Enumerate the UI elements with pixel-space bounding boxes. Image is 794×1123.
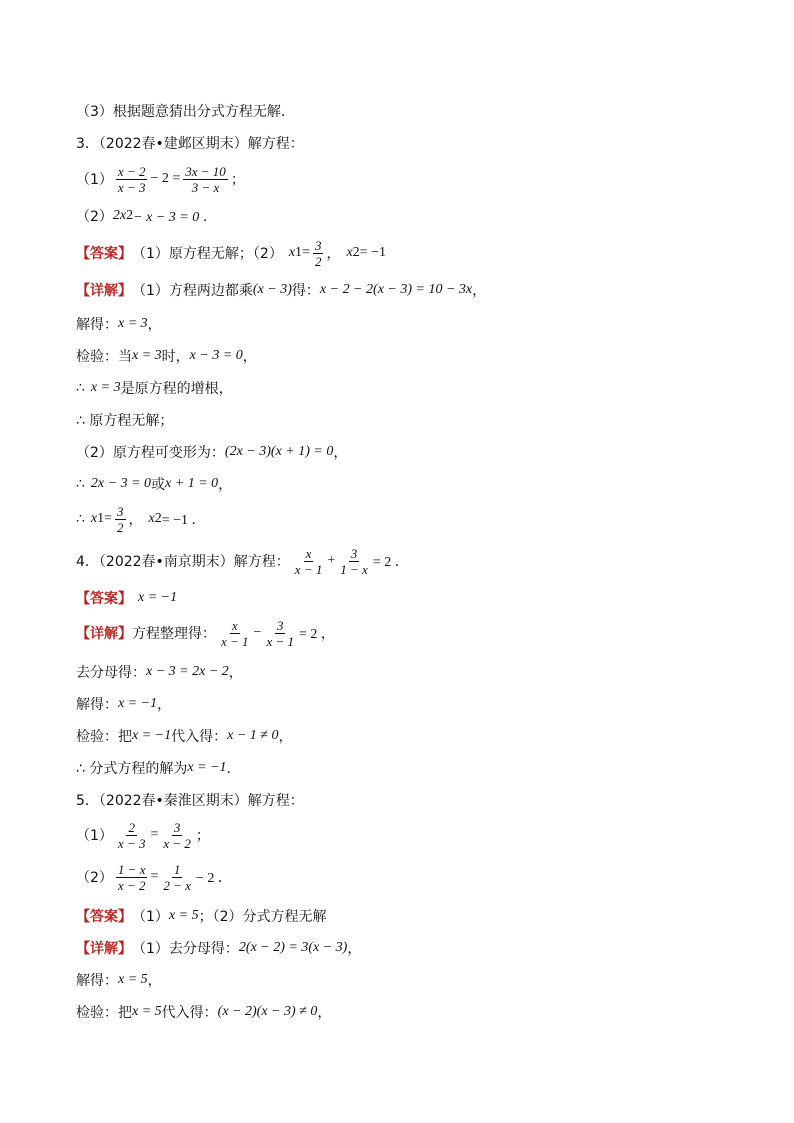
question-3-title bbox=[76, 127, 304, 159]
text: ， bbox=[218, 477, 233, 493]
label: （1） bbox=[76, 172, 113, 188]
math-text: x − 1 ≠ 0 bbox=[227, 728, 279, 743]
text: ， bbox=[157, 697, 172, 713]
numerator: x bbox=[231, 617, 238, 633]
fraction bbox=[115, 504, 126, 535]
math-text: x bbox=[346, 245, 353, 260]
text: 得： bbox=[291, 283, 320, 299]
text: （2）原方程可变形为： bbox=[76, 445, 225, 461]
fraction bbox=[264, 618, 296, 649]
text: 解得： bbox=[76, 317, 118, 333]
superscript: 2 bbox=[126, 208, 134, 223]
denominator: 2 − x bbox=[163, 877, 191, 893]
label: （2） bbox=[76, 870, 113, 886]
math-text: − 2 ． bbox=[195, 871, 232, 886]
therefore-symbol: ∴ bbox=[76, 380, 85, 396]
subscript: 2 bbox=[154, 511, 162, 526]
detail-tag: 【详解】 bbox=[76, 283, 132, 299]
text: 方程整理得： bbox=[132, 626, 216, 642]
math-text: x bbox=[90, 511, 98, 526]
step-line bbox=[76, 340, 257, 372]
denominator: x − 1 bbox=[266, 633, 294, 649]
text: ， bbox=[128, 512, 143, 528]
numerator: 3 bbox=[173, 819, 181, 835]
detail-5 bbox=[76, 932, 361, 964]
math-text: − bbox=[253, 625, 262, 640]
step-line bbox=[76, 436, 347, 468]
text: 检验：把 bbox=[76, 1005, 132, 1021]
text: 解得： bbox=[76, 697, 118, 713]
therefore-symbol: ∴ bbox=[76, 476, 85, 492]
denominator: x − 1 bbox=[294, 561, 323, 577]
math-text: = bbox=[302, 245, 310, 260]
math-text: = −1 ． bbox=[161, 513, 206, 528]
math-text: 2x − 3 = 0 bbox=[90, 476, 152, 491]
text: 3．（2022春•建邺区期末）解方程： bbox=[76, 136, 304, 152]
text: ， bbox=[147, 973, 162, 989]
math-text: = 2 ， bbox=[299, 627, 335, 642]
text: ， bbox=[333, 445, 348, 461]
numerator: 3 bbox=[350, 545, 358, 561]
answer-4 bbox=[76, 582, 177, 614]
math-text: (2x − 3)(x + 1) = 0 bbox=[224, 444, 334, 459]
fraction bbox=[161, 862, 193, 893]
denominator: 3 − x bbox=[191, 179, 220, 195]
text: ∴ 原方程无解； bbox=[76, 413, 174, 429]
question-3-part-1 bbox=[76, 160, 245, 198]
denominator: x − 2 bbox=[163, 835, 191, 851]
math-text: x − 2 − 2(x − 3) = 10 − 3x bbox=[319, 282, 473, 297]
denominator: 1 − x bbox=[340, 561, 368, 577]
step-line bbox=[76, 996, 331, 1028]
math-text: x = −1 bbox=[187, 760, 227, 775]
numerator: 3x − 10 bbox=[185, 163, 226, 179]
denominator: x − 1 bbox=[221, 633, 249, 649]
step-line bbox=[76, 964, 162, 996]
text: ， bbox=[326, 246, 341, 262]
label: （1） bbox=[76, 828, 113, 844]
fraction bbox=[161, 820, 193, 851]
text: （1）去分母得： bbox=[132, 941, 239, 957]
fraction bbox=[293, 546, 325, 577]
question-5-part-2 bbox=[76, 858, 232, 896]
text: 4．（2022春•南京期末）解方程： bbox=[76, 554, 290, 570]
numerator: x bbox=[305, 545, 312, 561]
answer-tag: 【答案】 bbox=[76, 591, 132, 607]
math-text: x = −1 bbox=[118, 696, 158, 711]
text: 去分母得： bbox=[76, 665, 146, 681]
math-text: x bbox=[288, 245, 296, 260]
text: 检验：把 bbox=[76, 729, 132, 745]
math-text: (x − 2)(x − 3) ≠ 0 bbox=[217, 1004, 318, 1019]
denominator: x − 2 bbox=[117, 877, 146, 893]
numerator: 2 bbox=[128, 819, 135, 835]
text: ， bbox=[228, 665, 243, 681]
math-text: x = −1 bbox=[138, 590, 178, 605]
label: （2） bbox=[76, 209, 113, 225]
text: ， bbox=[147, 317, 162, 333]
math-text: + bbox=[327, 553, 336, 568]
denominator: 2 bbox=[117, 519, 124, 535]
step-line bbox=[76, 308, 162, 340]
text: 5．（2022春•秦淮区期末）解方程： bbox=[76, 793, 304, 809]
fraction bbox=[116, 862, 148, 893]
math-text: x = 3 bbox=[118, 316, 148, 331]
fraction bbox=[219, 618, 251, 649]
step-line bbox=[76, 720, 292, 752]
numerator: 3 bbox=[276, 617, 284, 633]
text: ； bbox=[195, 828, 210, 844]
step-line bbox=[76, 688, 171, 720]
text: ， bbox=[472, 283, 487, 299]
answer-5 bbox=[76, 900, 327, 932]
text: 是原方程的增根， bbox=[120, 381, 233, 397]
text: （3）根据题意猜出分式方程无解． bbox=[76, 104, 295, 120]
math-text: x = 5 bbox=[118, 972, 148, 987]
text: 时， bbox=[161, 349, 190, 365]
step-line bbox=[76, 500, 206, 538]
math-text: 2(x − 2) = 3(x − 3) bbox=[238, 940, 348, 955]
step-line bbox=[76, 404, 173, 436]
step-line bbox=[76, 372, 233, 404]
math-text: 2x bbox=[112, 208, 127, 223]
math-text: (x − 3) bbox=[252, 282, 292, 297]
text: （1） bbox=[132, 909, 169, 925]
text: 代入得： bbox=[171, 729, 228, 745]
text: ； bbox=[230, 172, 245, 188]
text: ∴ 分式方程的解为 bbox=[76, 761, 188, 777]
math-text: − x − 3 = 0 ． bbox=[133, 210, 217, 225]
text: ；（2）分式方程无解 bbox=[198, 909, 327, 925]
text: 检验：当 bbox=[76, 349, 132, 365]
question-3-part-2 bbox=[76, 200, 217, 232]
text: ． bbox=[226, 761, 241, 777]
step-line bbox=[76, 752, 240, 784]
math-text: x = 5 bbox=[168, 908, 199, 923]
detail-4 bbox=[76, 614, 335, 652]
math-text: x = −1 bbox=[132, 728, 172, 743]
question-4-title bbox=[76, 542, 409, 580]
math-text: x = 3 bbox=[90, 380, 121, 395]
detail-tag: 【详解】 bbox=[76, 941, 132, 957]
math-text: = 2 ． bbox=[372, 555, 409, 570]
math-text: x − 3 = 0 bbox=[189, 348, 243, 363]
question-5-title bbox=[76, 784, 304, 816]
text: （1）方程两边都乘 bbox=[132, 283, 253, 299]
math-text: x = 5 bbox=[132, 1004, 162, 1019]
text: 或 bbox=[151, 477, 166, 493]
text: 解得： bbox=[76, 973, 118, 989]
fraction bbox=[183, 164, 228, 195]
answer-tag: 【答案】 bbox=[76, 246, 132, 262]
fraction bbox=[116, 164, 148, 195]
fraction bbox=[313, 238, 324, 269]
numerator: 1 − x bbox=[117, 861, 146, 877]
text: ， bbox=[317, 1005, 332, 1021]
numerator: 3 bbox=[117, 503, 124, 519]
question-5-part-1 bbox=[76, 816, 210, 854]
math-text: = bbox=[150, 827, 159, 842]
answer-tag: 【答案】 bbox=[76, 909, 132, 925]
answer-3 bbox=[76, 234, 386, 272]
text: ， bbox=[347, 941, 362, 957]
numerator: x − 2 bbox=[117, 163, 146, 179]
denominator: 2 bbox=[314, 253, 322, 269]
math-text: x = 3 bbox=[132, 348, 162, 363]
denominator: x − 3 bbox=[117, 835, 146, 851]
numerator: 1 bbox=[173, 861, 181, 877]
subscript: 1 bbox=[97, 511, 105, 526]
step-line bbox=[76, 656, 243, 688]
subscript: 1 bbox=[295, 245, 303, 260]
step-line bbox=[76, 468, 232, 500]
text: 代入得： bbox=[161, 1005, 218, 1021]
math-text: = bbox=[150, 869, 159, 884]
fraction bbox=[338, 546, 370, 577]
math-text: x + 1 = 0 bbox=[165, 476, 219, 491]
numerator: 3 bbox=[314, 237, 322, 253]
text: ， bbox=[278, 729, 293, 745]
math-text: − 2 = bbox=[150, 171, 181, 186]
denominator: x − 3 bbox=[117, 179, 146, 195]
math-text: = −1 bbox=[359, 245, 386, 260]
fraction bbox=[116, 820, 148, 851]
text: ， bbox=[242, 349, 257, 365]
subscript: 2 bbox=[352, 245, 360, 260]
detail-3 bbox=[76, 274, 486, 306]
math-text: = bbox=[104, 511, 113, 526]
therefore-symbol: ∴ bbox=[76, 511, 85, 527]
detail-tag: 【详解】 bbox=[76, 626, 132, 642]
math-text: x − 3 = 2x − 2 bbox=[146, 664, 229, 679]
line-sub-question-3 bbox=[76, 95, 295, 127]
math-text: x bbox=[148, 511, 155, 526]
text: （1）原方程无解；（2） bbox=[132, 246, 283, 262]
